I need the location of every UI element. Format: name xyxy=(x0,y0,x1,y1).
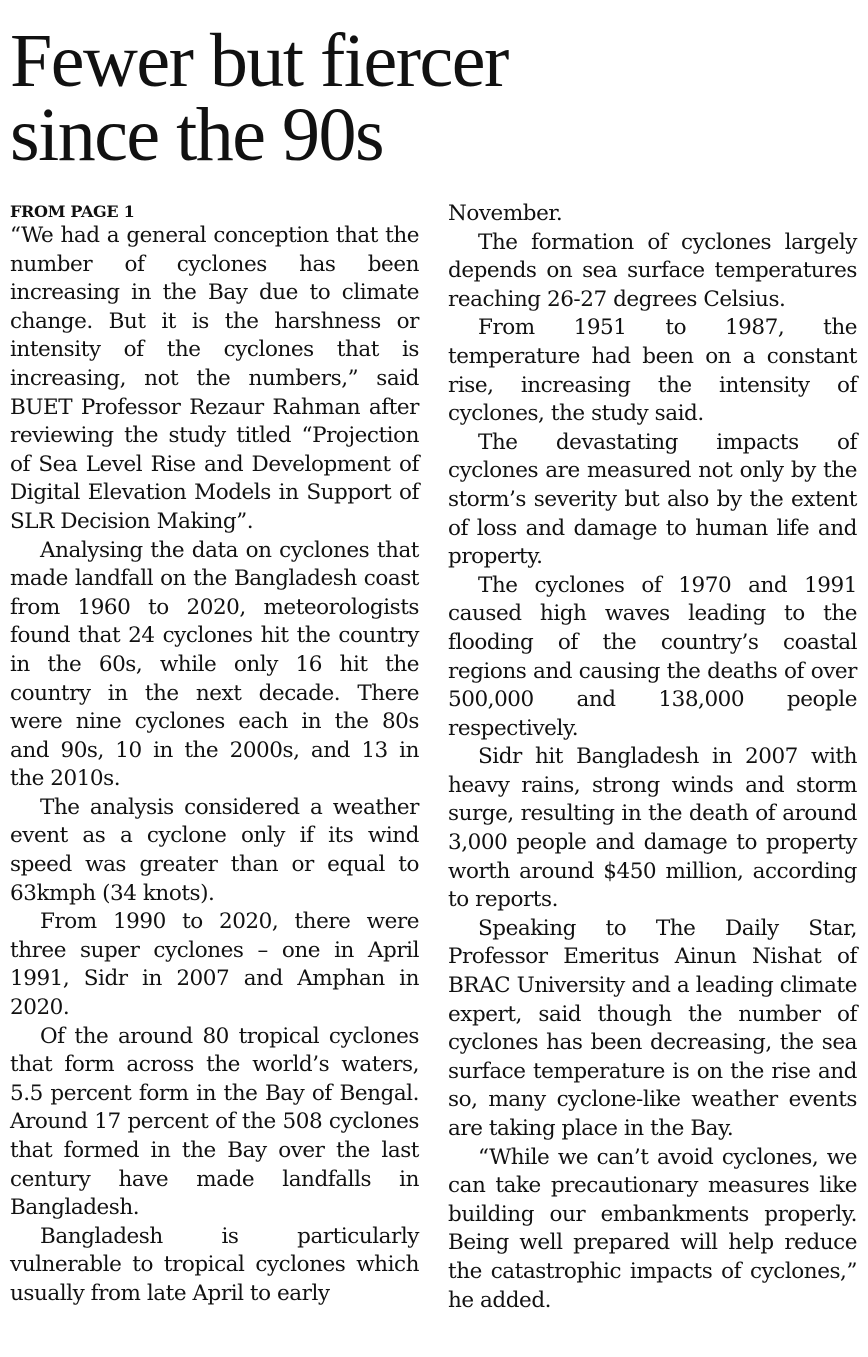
paragraph: Of the around 80 tropical cyclones that form across the world’s waters, 5.5 percent form in the Bay of Bengal. Around 17 percent of the 508 cyclones that formed in the Bay over the last century have made landfalls in Bangladesh. xyxy=(10,1023,419,1221)
paragraph: The devastating impacts of cyclones are measured not only by the storm’s severity but also by the extent of loss and damage to human life and property. xyxy=(448,429,857,570)
paragraph-continued: November. xyxy=(448,201,563,226)
headline-line-1: Fewer but fiercer xyxy=(10,19,508,103)
paragraph: “While we can’t avoid cyclones, we can take precautionary measures like building our embankments properly. Being well prepared will help reduce the catastrophic impacts of cyclones,” he added. xyxy=(448,1144,857,1313)
paragraph: The analysis considered a weather event as a cyclone only if its wind speed was greater than or equal to 63kmph (34 knots). xyxy=(10,794,419,906)
article-column-right xyxy=(448,200,857,1315)
paragraph: The cyclones of 1970 and 1991 caused high waves leading to the flooding of the country’s coastal regions and causing the deaths of over 500,000 and 138,000 people respectively. xyxy=(448,572,857,741)
paragraph: “We had a general conception that the number of cyclones has been increasing in the Bay due to climate change. But it is the harshness or intensity of the cyclones that is increasing, not the numbers,” said BUET Professor Rezaur Rahman after reviewing the study titled “Projection of Sea Level Rise and Development of Digital Elevation Models in Support of SLR Decision Making”. xyxy=(10,223,419,534)
paragraph: Sidr hit Bangladesh in 2007 with heavy rains, strong winds and storm surge, resulting in the death of around 3,000 people and damage to property worth around $450 million, according to reports. xyxy=(448,744,857,913)
paragraph: From 1990 to 2020, there were three super cyclones – one in April 1991, Sidr in 2007 and Amphan in 2020. xyxy=(10,909,419,1021)
paragraph: The formation of cyclones largely depends on sea surface temperatures reaching 26-27 degrees Celsius. xyxy=(448,229,857,312)
paragraph: Speaking to The Daily Star, Professor Emeritus Ainun Nishat of BRAC University and a leading climate expert, said though the number of cyclones has been decreasing, the sea surface temperature is on the rise and so, many cyclone-like weather events are taking place in the Bay. xyxy=(448,915,857,1141)
headline-line-2: since the 90s xyxy=(10,93,384,177)
paragraph: Analysing the data on cyclones that made landfall on the Bangladesh coast from 1960 to 2020, meteorologists found that 24 cyclones hit the country in the 60s, while only 16 hit the country in the next decade. There were nine cyclones each in the 80s and 90s, 10 in the 2000s, and 13 in the 2010s. xyxy=(10,537,419,792)
paragraph: Bangladesh is particularly vulnerable to tropical cyclones which usually from late April to early xyxy=(10,1223,419,1306)
kicker-from-page: FROM PAGE 1 xyxy=(10,202,135,221)
article-column-left xyxy=(10,200,419,1309)
paragraph: From 1951 to 1987, the temperature had been on a constant rise, increasing the intensity of cyclones, the study said. xyxy=(448,315,857,427)
headline xyxy=(10,19,860,177)
